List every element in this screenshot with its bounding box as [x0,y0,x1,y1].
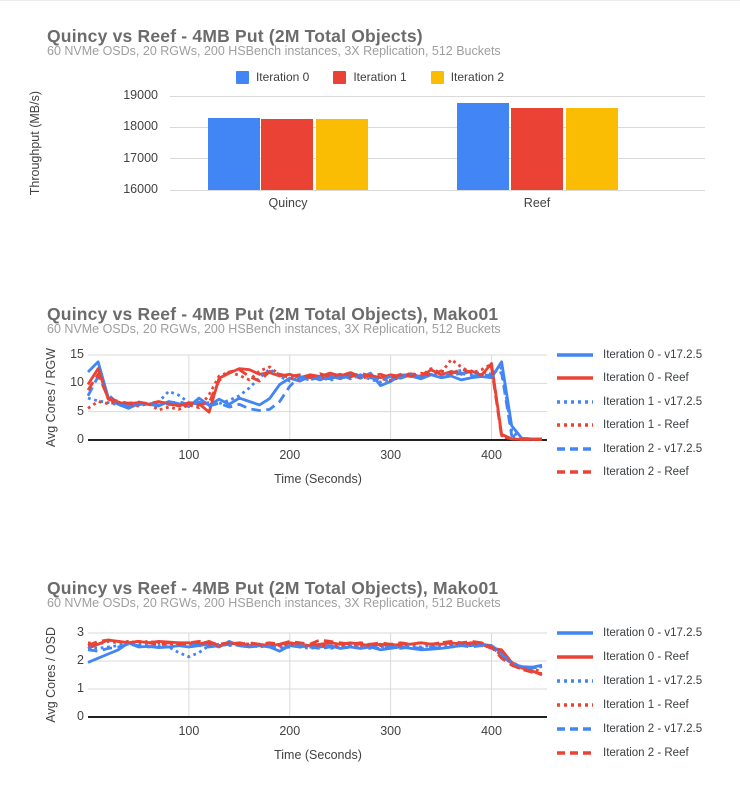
legend-label: Iteration 0 - Reef [603,651,689,663]
legend-line-swatch [556,468,594,476]
y-tick-label: 17000 [123,150,158,165]
legend-label: Iteration 0 - Reef [603,372,689,385]
y-tick-label: 1 [77,681,84,695]
legend-item [556,693,702,717]
line-chart-legend [556,621,702,765]
legend-line-swatch [556,398,594,406]
legend-label: Iteration 2 [450,70,505,84]
chart-title: Quincy vs Reef - 4MB Put (2M Total Objects), Mako01 [47,303,499,324]
legend-item [236,70,309,84]
bar [457,103,509,190]
x-axis-title: Time (Seconds) [274,748,362,762]
bar [511,108,563,190]
legend-line-swatch [556,629,594,637]
x-tick-label: 100 [178,724,200,738]
legend-line-swatch [556,653,594,661]
legend-item [556,669,702,693]
legend-item [556,741,702,765]
series-line [88,373,542,439]
legend-item [556,461,702,485]
chart-title: Quincy vs Reef - 4MB Put (2M Total Objects) [47,25,423,46]
category-label: Quincy [268,196,308,210]
legend-item [556,717,702,741]
bar [316,119,368,190]
y-tick-label: 10 [70,375,84,390]
legend-item [431,70,504,84]
legend-label: Iteration 2 - v17.2.5 [603,723,703,735]
legend-item [556,390,702,414]
y-axis-title: Throughput (MB/s) [28,90,42,196]
x-tick-label: 300 [380,724,402,738]
legend-label: Iteration 2 - v17.2.5 [603,442,703,455]
legend-item [556,414,702,438]
legend-item [333,70,406,84]
legend-label: Iteration 2 - Reef [603,466,689,479]
y-tick-label: 18000 [123,119,158,134]
legend-label: Iteration 1 - Reef [603,699,689,711]
legend-item [556,645,702,669]
x-tick-label: 100 [178,448,200,462]
legend-swatch [333,71,346,84]
legend-label: Iteration 0 - v17.2.5 [603,627,703,639]
x-tick-label: 200 [279,448,301,462]
x-axis-title: Time (Seconds) [274,472,362,486]
legend-swatch [431,71,444,84]
line-plot-area [88,633,547,718]
chart-subtitle: 60 NVMe OSDs, 20 RGWs, 200 HSBench instances, 3X Replication, 512 Buckets [47,44,501,58]
bar-plot-area [170,96,705,190]
legend-line-swatch [556,445,594,453]
y-tick-label: 16000 [123,182,158,196]
y-tick-label: 0 [77,432,84,446]
legend-item [556,367,702,391]
y-tick-label: 19000 [123,88,158,102]
chart-title: Quincy vs Reef - 4MB Put (2M Total Objects), Mako01 [47,577,499,598]
y-axis-title: Avg Cores / RGW [44,347,58,448]
chart-subtitle: 60 NVMe OSDs, 20 RGWs, 200 HSBench instances, 3X Replication, 512 Buckets [47,322,501,336]
y-tick-label: 0 [77,709,84,723]
gridline [170,96,705,97]
chart-subtitle: 60 NVMe OSDs, 20 RGWs, 200 HSBench instances, 3X Replication, 512 Buckets [47,596,501,610]
legend-swatch [236,71,249,84]
legend-line-swatch [556,421,594,429]
y-tick-label: 3 [77,625,84,639]
legend-label: Iteration 0 - v17.2.5 [603,348,703,361]
legend-label: Iteration 1 - v17.2.5 [603,675,703,687]
legend-label: Iteration 1 - Reef [603,419,689,432]
legend-line-swatch [556,725,594,733]
y-tick-label: 2 [77,653,84,667]
bar [208,118,260,190]
legend-item [556,621,702,645]
x-tick-label: 400 [481,724,502,738]
bar-chart-legend [0,70,740,84]
legend-line-swatch [556,677,594,685]
x-tick-label: 300 [380,448,402,462]
legend-line-swatch [556,749,594,757]
bar [566,108,618,190]
legend-label: Iteration 0 [255,70,310,84]
legend-line-swatch [556,374,594,382]
legend-label: Iteration 2 - Reef [603,747,689,759]
legend-label: Iteration 1 [353,70,407,84]
x-tick-label: 400 [481,448,502,462]
line-chart-legend [556,343,702,484]
y-axis-title: Avg Cores / OSD [44,627,58,723]
bar [261,119,313,190]
line-plot-area [88,355,547,441]
legend-item [556,437,702,461]
y-tick-label: 15 [70,347,84,361]
legend-line-swatch [556,701,594,709]
y-tick-label: 5 [77,403,84,418]
legend-item [556,343,702,367]
legend-label: Iteration 1 - v17.2.5 [603,395,703,408]
legend-line-swatch [556,351,594,359]
category-label: Reef [523,196,551,210]
x-tick-label: 200 [279,724,301,738]
